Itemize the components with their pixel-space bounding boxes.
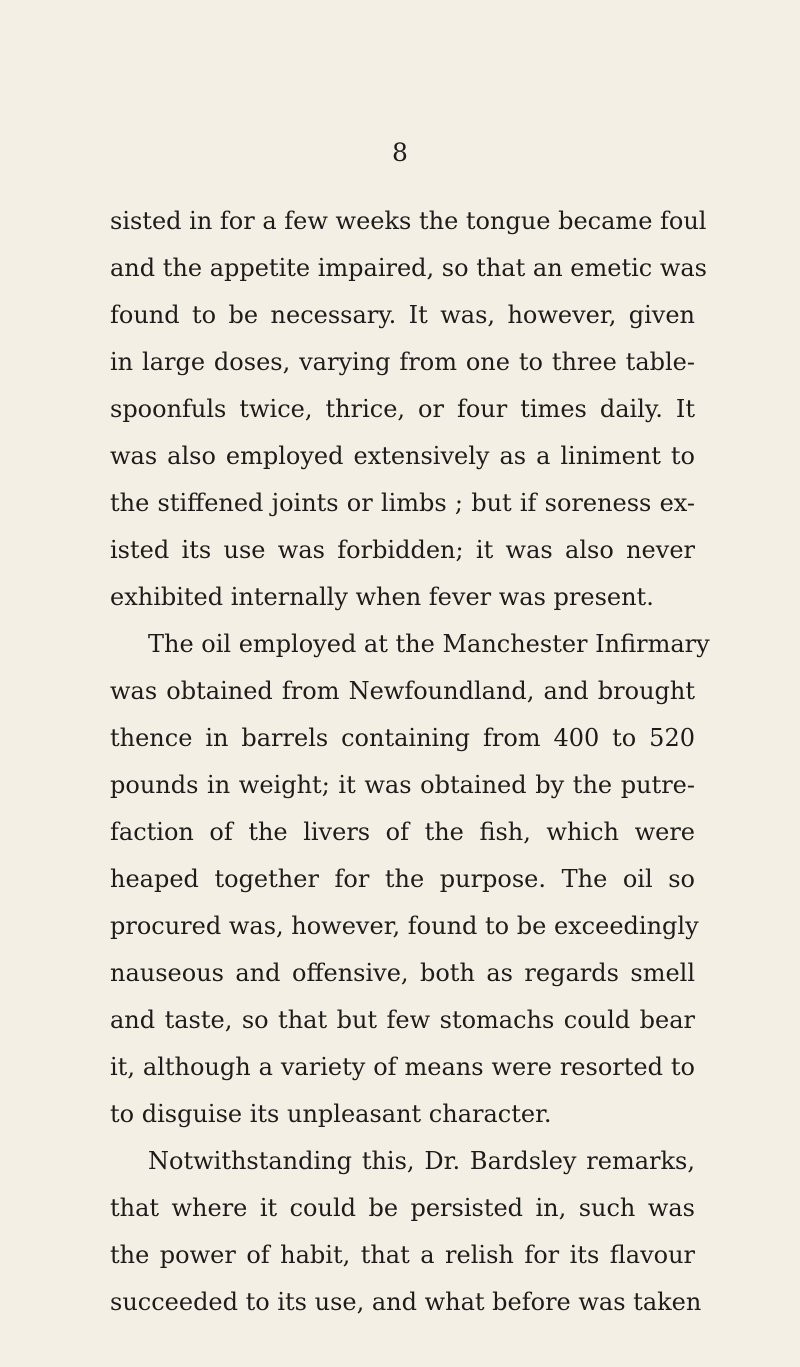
- text-line: thence in barrels containing from 400 to 520: [110, 724, 695, 752]
- text-line: to disguise its unpleasant character.: [110, 1100, 552, 1128]
- text-line: heaped together for the purpose. The oil so: [110, 865, 695, 893]
- text-line: procured was, however, found to be exceedingly: [110, 912, 699, 940]
- text-line: and the appetite impaired, so that an emetic was: [110, 254, 707, 282]
- text-line: nauseous and offensive, both as regards smell: [110, 959, 695, 987]
- text-line: succeeded to its use, and what before was taken: [110, 1288, 702, 1316]
- text-line: in large doses, varying from one to three table-: [110, 348, 695, 376]
- text-line: that where it could be persisted in, such was: [110, 1194, 695, 1222]
- page-number: 8: [392, 138, 408, 167]
- text-line: and taste, so that but few stomachs could bear: [110, 1006, 695, 1034]
- text-line: was also employed extensively as a liniment to: [110, 442, 695, 470]
- text-line: isted its use was forbidden; it was also never: [110, 536, 695, 564]
- text-line: The oil employed at the Manchester Infirmary: [148, 630, 710, 658]
- text-line: sisted in for a few weeks the tongue became foul: [110, 207, 707, 235]
- text-line: Notwithstanding this, Dr. Bardsley remarks,: [148, 1147, 695, 1175]
- text-line: the power of habit, that a relish for its flavour: [110, 1241, 695, 1269]
- text-line: it, although a variety of means were resorted to: [110, 1053, 695, 1081]
- body-text: [110, 198, 710, 1326]
- text-line: exhibited internally when fever was present.: [110, 583, 654, 611]
- text-line: faction of the livers of the fish, which were: [110, 818, 695, 846]
- text-line: found to be necessary. It was, however, given: [110, 301, 695, 329]
- text-line: was obtained from Newfoundland, and brought: [110, 677, 695, 705]
- text-line: pounds in weight; it was obtained by the putre-: [110, 771, 695, 799]
- text-line: spoonfuls twice, thrice, or four times daily. It: [110, 395, 695, 423]
- text-line: the stiffened joints or limbs ; but if soreness ex-: [110, 489, 695, 517]
